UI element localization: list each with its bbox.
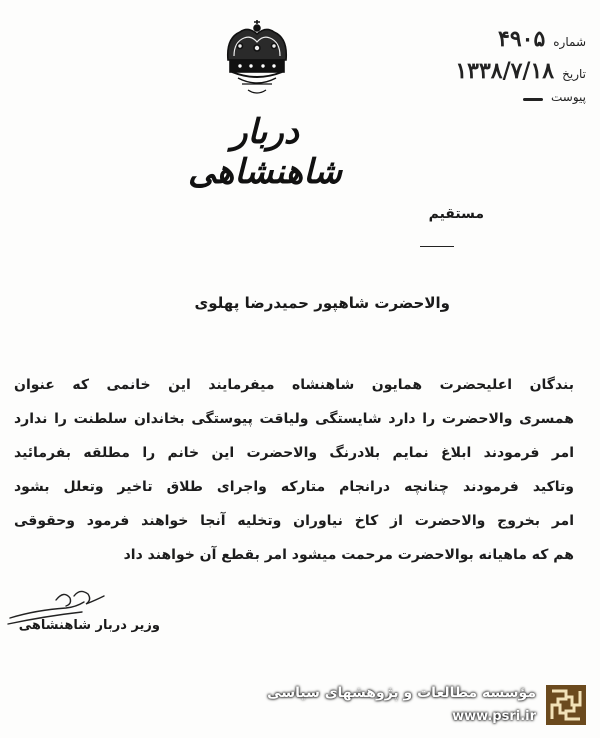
date-value: ۱۳۳۸/۷/۱۸ [455,58,555,84]
body-line: امر بخروج والاحضرت از کاخ نیاوران وتخلیه آنجا خواهند فرمود وحقوقی [14,513,574,529]
signer-title: وزیر دربار شاهنشاهی [18,618,160,633]
body-line: هم که ماهیانه بوالاحضرت مرحمت میشود امر بقطع آن خواهند داد [123,547,574,563]
institute-logo-icon [546,685,586,725]
body-line: وتاکید فرمودند چنانچه درانجام متارکه واجرای طلاق تاخیر وتعلل بشود [14,479,574,495]
attachment-label: پیوست [551,90,586,104]
addressee: والاحضرت شاهپور حمیدرضا پهلوی [194,294,450,312]
website-link[interactable]: www.psri.ir [452,709,536,724]
number-row [455,26,586,58]
footer-watermark [267,683,600,733]
letter-body [14,368,574,572]
crown-emblem-icon [218,20,296,98]
number-label: شماره [553,35,586,49]
attachment-dash [523,98,543,101]
reference-block [455,26,586,122]
attachment-row [455,90,586,122]
court-title: دربار شاهنشاهی [188,112,342,192]
organization-name: مؤسسه مطالعات و پژوهشهای سیاسی [267,685,536,701]
salutation: مستقیم [428,206,484,222]
date-row [455,58,586,90]
body-line: امر فرمودند ابلاغ نمایم بلادرنگ والاحضرت این خانم را مطلقه بفرمائید [14,445,574,461]
number-value: ۴۹۰۵ [498,26,546,52]
date-label: تاریخ [562,67,586,81]
salutation-underline [420,246,454,247]
body-line: بندگان اعلیحضرت همایون شاهنشاه میفرمایند این خانمی که عنوان [14,377,574,393]
body-line: همسری والاحضرت را دارد شایستگی ولیاقت پیوستگی بخاندان سلطنت را ندارد [14,411,574,427]
